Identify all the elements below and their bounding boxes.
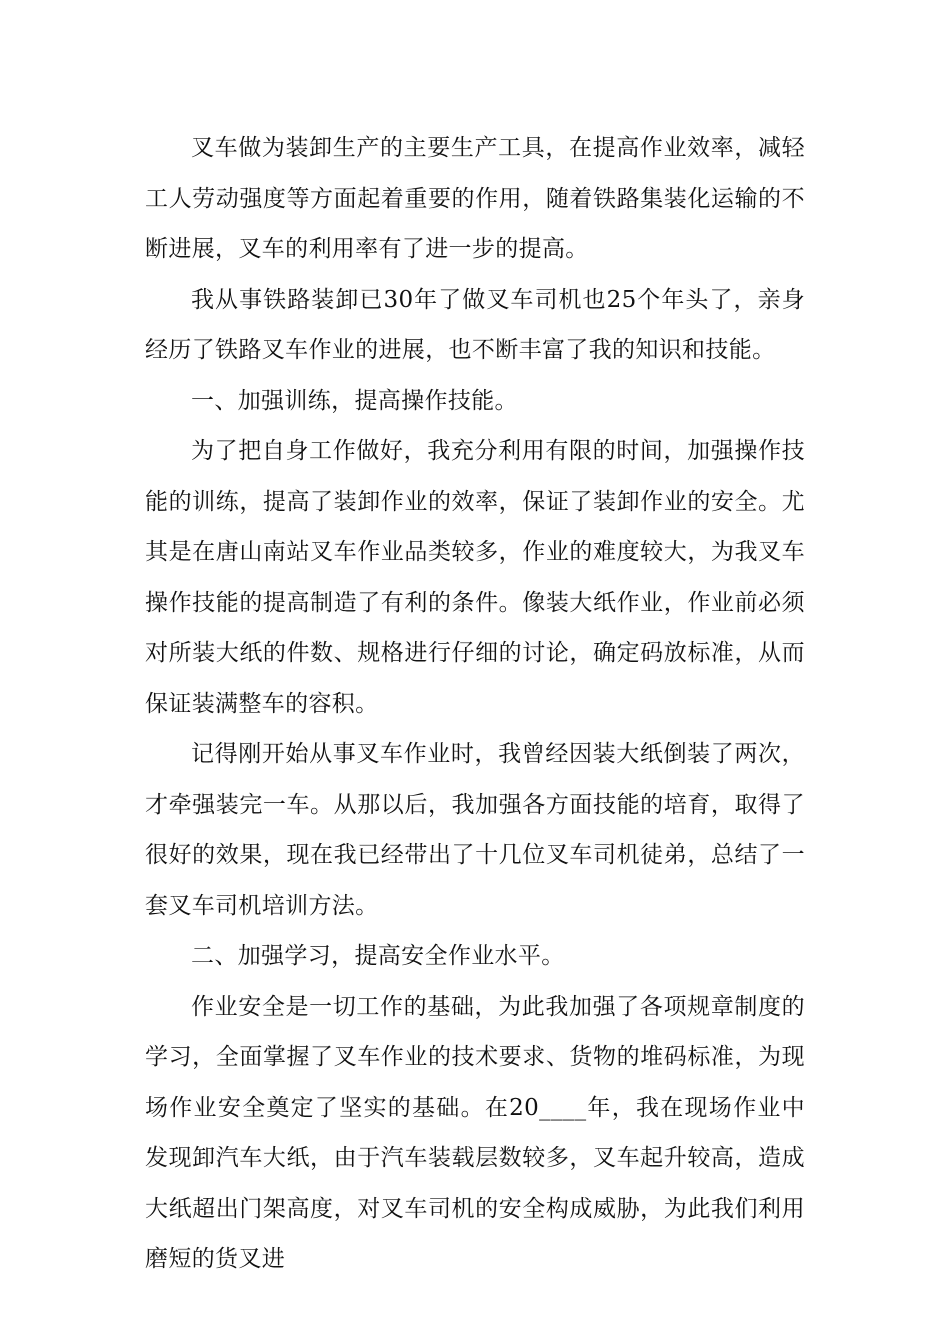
section-heading-training: 一、加强训练，提高操作技能。 [191,387,518,414]
paragraph-training: 为了把自身工作做好，我充分利用有限的时间，加强操作技能的训练，提高了装卸作业的效率，保证了装卸作业的安全。尤其是在唐山南站叉车作业品类较多，作业的难度较大，为我叉车操作技能的提高制造了有利的条件。像装大纸作业，作业前必须对所装大纸的件数、规格进行仔细的讨论，确定码放标准，从而保证装满整车的容积。 [145,438,805,717]
section-heading-study: 二、加强学习，提高安全作业水平。 [191,943,565,969]
paragraph-experience: 我从事铁路装卸已30年了做叉车司机也25个年头了，亲身经历了铁路叉车作业的进展，也不断丰富了我的知识和技能。 [145,286,805,363]
paragraph-intro: 叉车做为装卸生产的主要生产工具，在提高作业效率，减轻工人劳动强度等方面起着重要的作用，随着铁路集装化运输的不断进展，叉车的利用率有了进一步的提高。 [145,135,805,262]
paragraph-memory: 记得刚开始从事叉车作业时，我曾经因装大纸倒装了两次，才牵强装完一车。从那以后，我加强各方面技能的培育，取得了很好的效果，现在我已经带出了十几位叉车司机徒弟，总结了一套叉车司机培训方法。 [145,741,805,919]
paragraph-safety: 作业安全是一切工作的基础，为此我加强了各项规章制度的学习，全面掌握了叉车作业的技术要求、货物的堆码标准，为现场作业安全奠定了坚实的基础。在20____年，我在现场作业中发现卸汽车大纸，由于汽车装载层数较多，叉车起升较高，造成大纸超出门架高度，对叉车司机的安全构成威胁，为此我们利用磨短的货叉进 [145,993,805,1272]
